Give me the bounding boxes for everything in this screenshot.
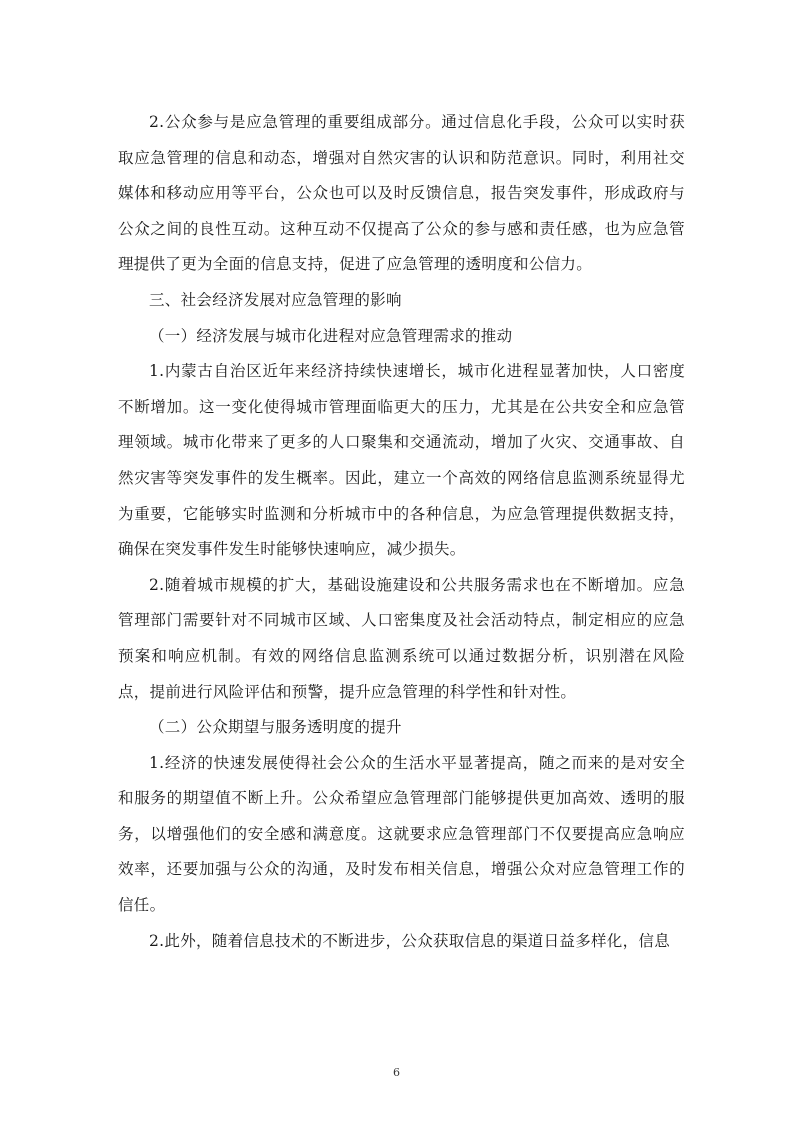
page-number: 6 — [393, 1066, 400, 1079]
paragraph-urban-expansion: 2.随着城市规模的扩大，基础设施建设和公共服务需求也在不断增加。应急管理部门需要针对不同城市区域、人口密集度及社会活动特点，制定相应的应急预案和响应机制。有效的网络信息监测系统可以通过数据分析，识别潜在风险点，提前进行风险评估和预警，提升应急管理的科学性和针对性。 — [118, 575, 685, 701]
paragraph-public-expectation: 1.经济的快速发展使得社会公众的生活水平显著提高，随之而来的是对安全和服务的期望值不断上升。公众希望应急管理部门能够提供更加高效、透明的服务，以增强他们的安全感和满意度。这就要求应急管理部门不仅要提高应急响应效率，还要加强与公众的沟通，及时发布相关信息，增强公众对应急管理工作的信任。 — [118, 753, 685, 915]
paragraph-economic-growth: 1.内蒙古自治区近年来经济持续快速增长，城市化进程显著加快，人口密度不断增加。这一变化使得城市管理面临更大的压力，尤其是在公共安全和应急管理领域。城市化带来了更多的人口聚集和交通流动，增加了火灾、交通事故、自然灾害等突发事件的发生概率。因此，建立一个高效的网络信息监测系统显得尤为重要，它能够实时监测和分析城市中的各种信息，为应急管理提供数据支持，确保在突发事件发生时能够快速响应，减少损失。 — [118, 362, 685, 559]
paragraph-information-channels: 2.此外，随着信息技术的不断进步，公众获取信息的渠道日益多样化，信息 — [149, 931, 670, 950]
subsection-heading-2: （二）公众期望与服务透明度的提升 — [149, 718, 402, 737]
paragraph-public-participation: 2.公众参与是应急管理的重要组成部分。通过信息化手段，公众可以实时获取应急管理的信息和动态，增强对自然灾害的认识和防范意识。同时，利用社交媒体和移动应用等平台，公众也可以及时反馈信息，报告突发事件，形成政府与公众之间的良性互动。这种互动不仅提高了公众的参与感和责任感，也为应急管理提供了更为全面的信息支持，促进了应急管理的透明度和公信力。 — [118, 113, 685, 274]
document-body — [118, 105, 685, 959]
subsection-heading-1: （一）经济发展与城市化进程对应急管理需求的推动 — [149, 326, 513, 345]
section-heading-3: 三、社会经济发展对应急管理的影响 — [149, 290, 402, 309]
